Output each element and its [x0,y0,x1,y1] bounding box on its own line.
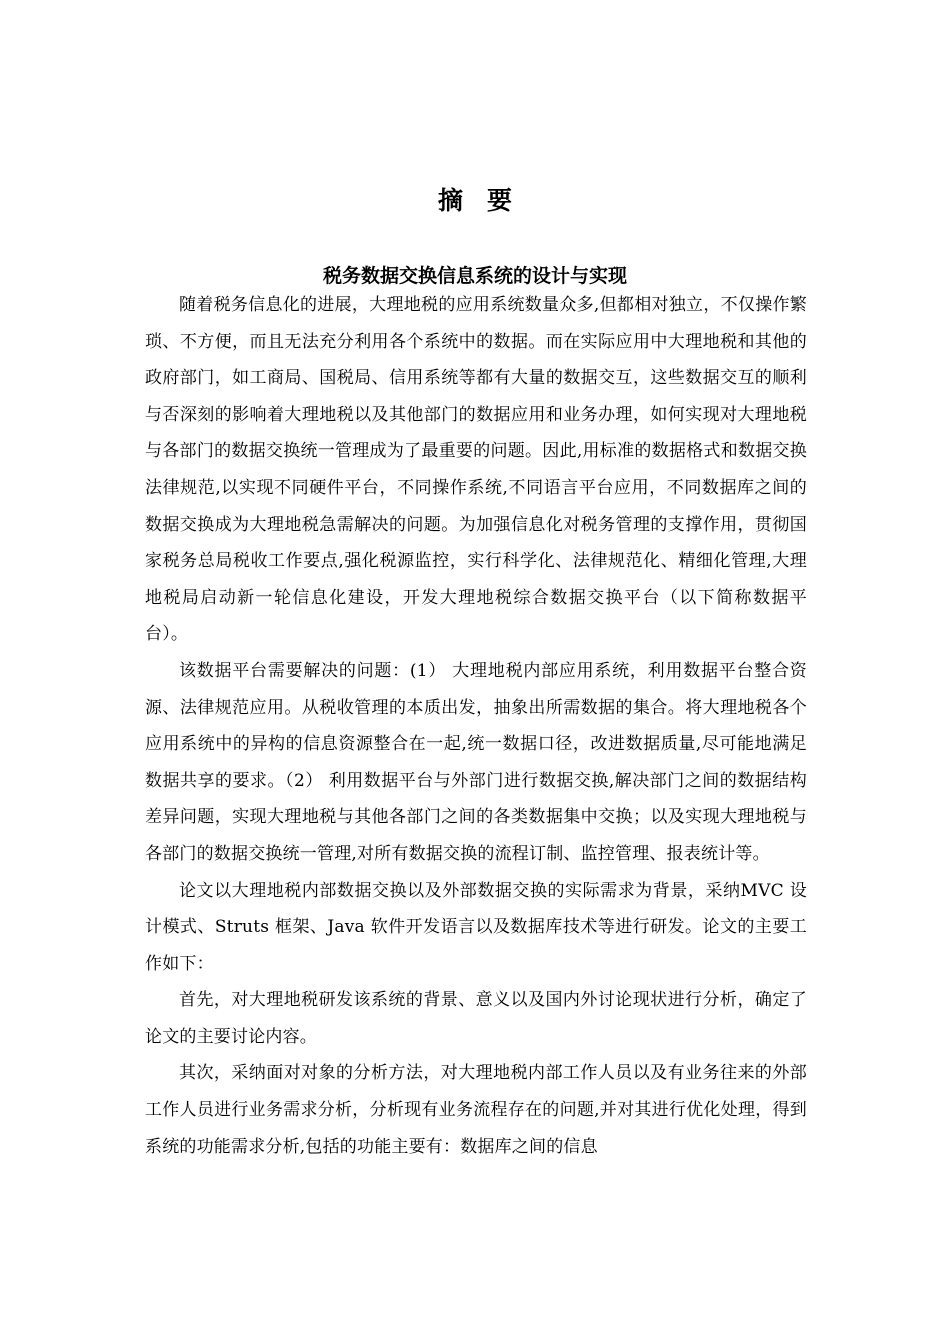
paragraph: 随着税务信息化的进展，大理地税的应用系统数量众多,但都相对独立，不仅操作繁琐、不方便，而且无法充分利用各个系统中的数据。而在实际应用中大理地税和其他的政府部门，如工商局、国税局、信用系统等都有大量的数据交互，这些数据交互的顺利与否深刻的影响着大理地税以及其他部门的数据应用和业务办理，如何实现对大理地税与各部门的数据交换统一管理成为了最重要的问题。因此,用标准的数据格式和数据交换法律规范,以实现不同硬件平台，不同操作系统,不同语言平台应用，不同数据库之间的数据交换成为大理地税急需解决的问题。为加强信息化对税务管理的支撑作用，贯彻国家税务总局税收工作要点,强化税源监控，实行科学化、法律规范化、精细化管理,大理地税局启动新一轮信息化建设，开发大理地税综合数据交换平台（以下简称数据平台）。 [145,295,807,645]
abstract-heading: 摘要 [437,186,536,215]
paragraph: 其次，采纳面对对象的分析方法，对大理地税内部工作人员以及有业务往来的外部工作人员进行业务需求分析，分析现有业务流程存在的问题,并对其进行优化处理，得到系统的功能需求分析,包括的功能主要有：数据库之间的信息 [145,1063,807,1157]
paragraph: 该数据平台需要解决的问题：(1） 大理地税内部应用系统，利用数据平台整合资源、法律规范应用。从税收管理的本质出发，抽象出所需数据的集合。将大理地税各个应用系统中的异构的信息资源整合在一起,统一数据口径，改进数据质量,尽可能地满足数据共享的要求。（2） 利用数据平台与外部门进行数据交换,解决部门之间的数据结构差异问题，实现大理地税与其他各部门之间的各类数据集中交换；以及实现大理地税与各部门的数据交换统一管理,对所有数据交换的流程订制、监控管理、报表统计等。 [145,660,807,864]
thesis-title: 税务数据交换信息系统的设计与实现 [322,265,627,287]
abstract-body [145,287,807,1165]
paragraph: 首先，对大理地税研发该系统的背景、意义以及国内外讨论现状进行分析，确定了论文的主要讨论内容。 [145,990,807,1047]
paragraph: 论文以大理地税内部数据交换以及外部数据交换的实际需求为背景，采纳MVC 设计模式、Struts 框架、Java 软件开发语言以及数据库技术等进行研发。论文的主要工作如下： [145,880,807,974]
